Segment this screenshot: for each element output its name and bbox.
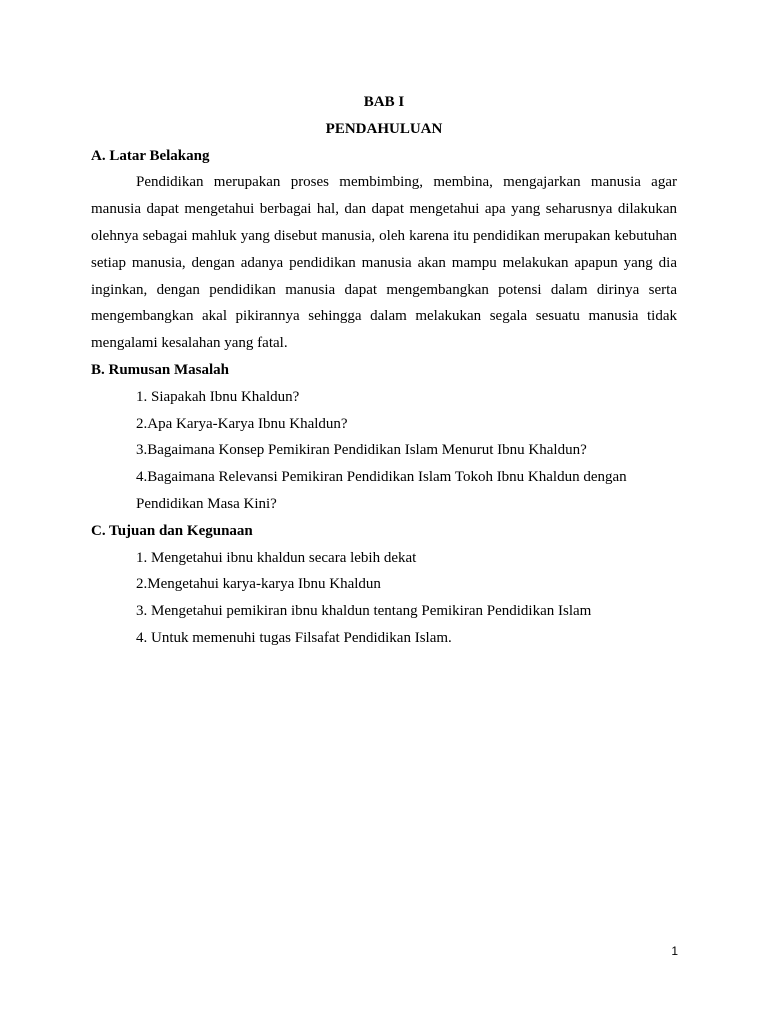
latar-belakang-paragraph: Pendidikan merupakan proses membimbing, membina, mengajarkan manusia agar manusia dapat mengetahui berbagai hal, dan dapat mengetahui apa yang seharusnya dilakukan olehnya sebagai mahluk yang disebut manusia, oleh karena itu pendidikan merupakan kebutuhan setiap manusia, dengan adanya pendidikan manusia akan mampu melakukan apapun yang dia inginkan, dengan pendidikan manusia dapat mengembangkan potensi dalam dirinya serta mengembangkan akal pikirannya sehingga dalam melakukan segala sesuatu manusia tidak mengalami kesalahan yang fatal.	[91, 174, 677, 352]
list-item: 3. Mengetahui pemikiran ibnu khaldun tentang Pemikiran Pendidikan Islam	[136, 603, 592, 620]
list-item: 3.Bagaimana Konsep Pemikiran Pendidikan Islam Menurut Ibnu Khaldun?	[136, 442, 587, 459]
section-heading-latar-belakang: A. Latar Belakang	[91, 147, 210, 164]
rumusan-masalah-list	[91, 384, 677, 518]
list-item: 2.Apa Karya-Karya Ibnu Khaldun?	[136, 415, 348, 432]
page-number: 1	[671, 944, 678, 958]
list-item: 2.Mengetahui karya-karya Ibnu Khaldun	[136, 576, 381, 593]
list-item: 4.Bagaimana Relevansi Pemikiran Pendidikan Islam Tokoh Ibnu Khaldun dengan Pendidikan Masa Kini?	[136, 469, 627, 512]
list-item: 1. Siapakah Ibnu Khaldun?	[136, 388, 300, 405]
page-content	[91, 89, 677, 652]
list-item: 1. Mengetahui ibnu khaldun secara lebih dekat	[136, 549, 417, 566]
list-item: 4. Untuk memenuhi tugas Filsafat Pendidikan Islam.	[136, 629, 452, 646]
chapter-label: BAB I	[363, 94, 405, 110]
section-heading-tujuan-kegunaan: C. Tujuan dan Kegunaan	[91, 522, 253, 539]
section-heading-rumusan-masalah: B. Rumusan Masalah	[91, 361, 229, 378]
tujuan-kegunaan-list	[91, 545, 677, 652]
chapter-title: PENDAHULUAN	[325, 120, 443, 137]
